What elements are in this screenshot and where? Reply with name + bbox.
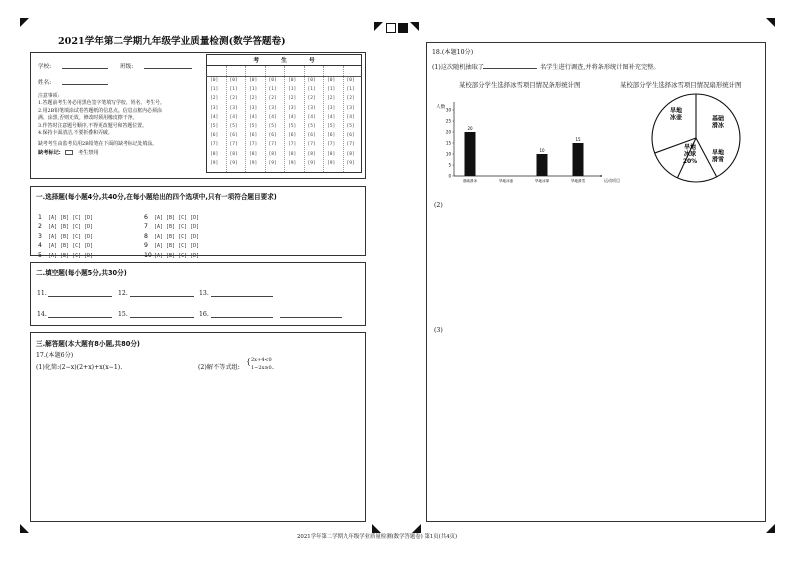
exam-id-bubble[interactable]: [0] [307, 78, 316, 83]
exam-id-bubble[interactable]: [8] [327, 151, 336, 157]
mc-question-number: 5 [38, 251, 42, 259]
notes-block [38, 93, 208, 157]
x-axis-label: 运动项目 [604, 178, 620, 183]
exam-id-bubble[interactable]: [4] [346, 114, 355, 120]
exam-id-bubble[interactable]: [3] [249, 105, 258, 111]
x-axis-end-dot [600, 175, 602, 177]
q18-part1-start: (1)这次随机抽取了 [432, 64, 485, 71]
mc-question-number: 10 [144, 251, 152, 259]
exam-id-bubble[interactable]: [5] [346, 124, 355, 129]
exam-id-bubble[interactable]: [3] [327, 105, 336, 111]
fill-answer-line[interactable] [211, 296, 273, 297]
exam-id-bubble[interactable]: [9] [346, 160, 355, 166]
fill-number: 11. [37, 290, 47, 297]
absent-row [38, 149, 208, 157]
alignment-square-hollow [386, 23, 396, 33]
corner-mark-top-mid-right [410, 22, 419, 31]
exam-id-bubble[interactable]: [2] [268, 96, 277, 102]
exam-id-bubble[interactable]: [8] [346, 151, 355, 157]
exam-id-bubble[interactable]: [6] [268, 133, 277, 139]
fill-answer-line[interactable] [130, 296, 194, 297]
mc-question-number: 6 [144, 214, 148, 221]
exam-id-bubble[interactable]: [4] [327, 114, 336, 120]
exam-id-bubble[interactable]: [1] [307, 87, 316, 93]
school-label: 学校: [38, 64, 52, 70]
exam-id-bubble[interactable]: [3] [346, 105, 355, 111]
mc-row [38, 242, 93, 261]
corner-mark-top-left [20, 18, 29, 27]
mc-options[interactable]: [A] [B] [C] [D] [48, 243, 94, 250]
class-label: 班级: [120, 64, 134, 70]
corner-mark-top-mid [374, 22, 383, 31]
q17-period: . [272, 364, 274, 371]
fill-number: 15. [118, 311, 128, 318]
y-tick-label: 5 [448, 162, 451, 168]
exam-id-bubble[interactable]: [9] [249, 160, 258, 166]
exam-id-bubble[interactable]: [6] [346, 133, 355, 139]
fill-answer-line[interactable] [211, 317, 273, 318]
mc-options[interactable]: [A] [B] [C] [D] [154, 252, 200, 259]
exam-id-bubble[interactable]: [8] [249, 151, 258, 157]
q17-title: 17.(本题6分) [36, 352, 74, 359]
class-field[interactable] [144, 68, 192, 69]
exam-id-bubble[interactable]: [5] [210, 124, 219, 129]
exam-id-bubble[interactable]: [4] [307, 114, 316, 120]
q18-part3: (3) [434, 327, 443, 334]
exam-id-bubble[interactable]: [8] [210, 151, 219, 157]
exam-id-bubble[interactable]: [0] [288, 78, 297, 83]
exam-id-header-char: 考 [253, 58, 260, 64]
exam-id-bubble[interactable]: [2] [307, 96, 316, 102]
mc-options[interactable]: [A] [B] [C] [D] [48, 252, 94, 259]
bar-value-label: 20 [467, 126, 473, 131]
exam-id-bubble[interactable]: [5] [229, 124, 238, 129]
exam-id-header-char: 号 [308, 58, 315, 64]
exam-id-bubble[interactable]: [0] [268, 78, 277, 83]
fill-number: 12. [118, 290, 128, 297]
pie-slice-label: 旱地冰球 20% [682, 144, 698, 165]
fill-number: 14. [37, 311, 47, 318]
fill-answer-line-extra[interactable] [280, 317, 342, 318]
fill-number: 13. [199, 290, 209, 297]
mc-question-number: 1 [38, 214, 42, 221]
y-tick-label: 15 [445, 140, 451, 146]
exam-id-bubble[interactable]: [4] [229, 114, 238, 120]
mc-question-number: 2 [38, 223, 42, 231]
exam-id-bubble[interactable]: [7] [268, 142, 277, 148]
pie-chart [640, 88, 752, 188]
absent-option: 考生禁用 [77, 149, 99, 156]
exam-id-column-divider [226, 66, 227, 172]
exam-id-bubble[interactable]: [2] [210, 96, 219, 102]
exam-id-bubble[interactable]: [5] [288, 124, 297, 129]
exam-id-header [206, 54, 362, 66]
exam-id-bubble[interactable]: [0] [346, 78, 355, 83]
exam-id-bubble[interactable]: [9] [288, 160, 297, 166]
mc-options[interactable]: [A] [B] [C] [D] [154, 215, 200, 221]
fill-answer-line[interactable] [48, 317, 112, 318]
mc-options[interactable]: [A] [B] [C] [D] [154, 224, 200, 231]
corner-mark-bottom-right [766, 524, 775, 533]
absent-checkbox[interactable] [65, 150, 73, 155]
exam-title: 2021学年第二学期九年级学业质量检测(数学答题卷) [58, 36, 286, 47]
exam-id-bubble[interactable]: [8] [288, 151, 297, 157]
exam-id-bubble[interactable]: [1] [249, 87, 258, 93]
exam-id-bubble[interactable]: [7] [307, 142, 316, 148]
exam-id-bubble[interactable]: [0] [210, 78, 219, 83]
exam-id-bubble[interactable]: [3] [210, 105, 219, 111]
mc-options[interactable]: [A] [B] [C] [D] [48, 233, 94, 240]
bar [465, 132, 476, 176]
corner-mark-bottom-left [20, 524, 29, 533]
exam-id-bubble[interactable]: [1] [327, 87, 336, 93]
mc-question-number: 8 [144, 232, 148, 240]
page-footer: 2021学年第二学期九年级学业质量检测(数学答题卷) 第1页(共4页) [297, 534, 458, 540]
note-line: 3.作答时注意题号顺序,不得更改题号和答题位置。 [38, 122, 147, 129]
mc-options[interactable]: [A] [B] [C] [D] [154, 233, 200, 240]
exam-id-column-divider [245, 66, 246, 172]
section2-title: 二.填空题(每小题5分,共30分) [36, 269, 127, 277]
corner-mark-top-right [766, 18, 775, 27]
q17-brace: { [246, 357, 251, 366]
exam-id-bubble[interactable]: [7] [210, 142, 219, 148]
exam-id-bubble[interactable]: [6] [210, 133, 219, 139]
exam-id-bubble[interactable]: [3] [288, 105, 297, 111]
q17-part2: (2)解不等式组: [198, 364, 240, 371]
x-category-label: 基础滑冰 [462, 179, 478, 183]
y-tick-label: 25 [445, 118, 451, 124]
name-field[interactable] [62, 84, 108, 85]
y-tick-label: 0 [448, 173, 451, 179]
exam-id-bubble[interactable]: [7] [346, 142, 355, 148]
exam-id-bubble[interactable]: [2] [288, 96, 297, 102]
q17-inequality-2: 1−2x≥0 [251, 365, 272, 371]
q18-part1-end: 名学生进行调查,并将条形统计图补充完整。 [540, 64, 660, 71]
bar-chart-title: 某校部分学生选择冰雪项目情况条形统计图 [459, 81, 581, 89]
bar [537, 154, 548, 176]
exam-id-bubble[interactable]: [7] [249, 142, 258, 148]
exam-id-column-divider [284, 66, 285, 172]
exam-id-bubble[interactable]: [7] [229, 142, 238, 148]
exam-id-bubble[interactable]: [4] [268, 114, 277, 120]
absent-label: 缺考标记: [38, 149, 61, 156]
exam-id-bubble[interactable]: [1] [229, 87, 238, 93]
exam-id-bubble[interactable]: [4] [210, 114, 219, 120]
exam-id-bubble[interactable]: [3] [307, 105, 316, 111]
exam-id-column-divider [323, 66, 324, 172]
exam-id-bubble[interactable]: [7] [288, 142, 297, 148]
section3-title: 三.解答题(本大题有8小题,共80分) [36, 340, 140, 348]
bar-value-label: 15 [575, 137, 581, 142]
exam-id-bubble[interactable]: [8] [307, 151, 316, 157]
section1-title: 一.选择题(每小题4分,共40分,在每小题给出的四个选项中,只有一项符合题目要求) [36, 193, 277, 201]
exam-id-bubble[interactable]: [4] [288, 114, 297, 120]
q18-count-blank[interactable] [483, 68, 537, 69]
y-axis-label: 人数 [436, 105, 446, 110]
exam-id-header-char: 生 [281, 58, 287, 64]
x-category-label: 旱地冰球 [534, 179, 550, 183]
exam-id-bubble[interactable]: [1] [268, 87, 277, 93]
exam-id-bubble[interactable]: [5] [249, 124, 258, 129]
note-line: 注意事项: [38, 93, 60, 99]
y-tick-label: 20 [445, 129, 451, 135]
exam-id-bubble[interactable]: [9] [210, 160, 219, 166]
exam-id-bubble[interactable]: [0] [229, 78, 238, 83]
exam-id-digit-grid [206, 78, 362, 172]
note-line: 1.答题前考生务必用黑色签字笔填写学校、姓名、考生号。 [38, 100, 165, 107]
exam-id-bubble[interactable]: [3] [268, 105, 277, 111]
exam-id-bubble[interactable]: [8] [268, 151, 277, 157]
exam-id-bubble[interactable]: [2] [346, 96, 355, 102]
section-answers [30, 332, 366, 522]
exam-id-bubble[interactable]: [5] [268, 124, 277, 129]
mc-options[interactable]: [A] [B] [C] [D] [48, 224, 94, 231]
exam-id-bubble[interactable]: [7] [327, 142, 336, 148]
q18-title: 18.(本题10分) [432, 49, 474, 56]
note-line: 4.保持卡面清洁,不要折叠和弄破。 [38, 130, 113, 137]
bar [573, 143, 584, 176]
exam-id-bubble[interactable]: [5] [327, 124, 336, 129]
mc-question-number: 7 [144, 223, 148, 231]
mc-options[interactable]: [A] [B] [C] [D] [154, 243, 200, 250]
exam-id-bubble[interactable]: [9] [268, 160, 277, 166]
exam-id-bubble[interactable]: [1] [288, 87, 297, 93]
exam-id-bubble[interactable]: [0] [327, 78, 336, 83]
exam-id-bubble[interactable]: [0] [249, 78, 258, 83]
exam-id-bubble[interactable]: [6] [229, 133, 238, 139]
exam-id-bubble[interactable]: [4] [249, 114, 258, 120]
exam-id-bubble[interactable]: [6] [307, 133, 316, 139]
fill-answer-line[interactable] [130, 317, 194, 318]
note-line: 2.用2B铅笔填涂试卷答题纸的信息点。信息点框内必须涂 [38, 107, 162, 114]
y-tick-label: 30 [445, 107, 451, 113]
mc-options[interactable]: [A] [B] [C] [D] [48, 215, 94, 221]
exam-id-bubble[interactable]: [5] [307, 124, 316, 129]
exam-id-bubble[interactable]: [6] [327, 133, 336, 139]
exam-id-bubble[interactable]: [9] [327, 160, 336, 166]
q17-inequality-1: 2x+4<0 [251, 357, 272, 363]
exam-id-bubble[interactable]: [9] [307, 160, 316, 166]
exam-id-bubble[interactable]: [9] [229, 160, 238, 166]
bar-value-label: 10 [539, 148, 545, 153]
absent-note: 缺考考生由监考员用2B铅笔在下面的缺考标记处填涂。 [38, 141, 158, 148]
x-category-label: 旱地滑雪 [570, 179, 586, 183]
exam-id-bubble[interactable]: [6] [249, 133, 258, 139]
exam-id-bubble[interactable]: [2] [229, 96, 238, 102]
x-category-label: 旱地冰壶 [498, 179, 514, 183]
exam-id-bubble[interactable]: [6] [288, 133, 297, 139]
exam-id-column-divider [343, 66, 344, 172]
mc-question-number: 3 [38, 232, 42, 240]
bar-chart [432, 88, 632, 188]
pie-slice-label: 旱地冰壶 [669, 107, 683, 122]
pie-chart-title: 某校部分学生选择冰雪项目情况扇形统计图 [620, 81, 742, 89]
fill-number: 16. [199, 311, 209, 318]
alignment-square-filled [398, 23, 408, 33]
fill-answer-line[interactable] [48, 296, 112, 297]
mc-question-number: 9 [144, 242, 148, 250]
exam-id-bubble[interactable]: [1] [346, 87, 355, 93]
mc-question-number: 4 [38, 242, 42, 250]
exam-id-bubble[interactable]: [1] [210, 87, 219, 93]
exam-id-bubble[interactable]: [8] [229, 151, 238, 157]
note-line: 满、涂黑,否则无效。修改时须用橡皮擦干净。 [38, 115, 138, 122]
exam-id-bubble[interactable]: [3] [229, 105, 238, 111]
pie-slice-label: 旱地滑雪 [711, 149, 725, 164]
exam-id-bubble[interactable]: [2] [249, 96, 258, 102]
q17-part1: (1)化简:(2−x)(2+x)+x(x−1). [36, 364, 123, 371]
school-field[interactable] [62, 68, 108, 69]
pie-slice-label: 基础滑冰 [711, 115, 725, 130]
name-label: 姓名: [38, 80, 52, 86]
exam-id-column-divider [304, 66, 305, 172]
q18-part2: (2) [434, 202, 443, 209]
mc-row [144, 242, 199, 261]
y-tick-label: 10 [445, 151, 451, 157]
exam-id-bubble[interactable]: [2] [327, 96, 336, 102]
exam-id-column-divider [265, 66, 266, 172]
